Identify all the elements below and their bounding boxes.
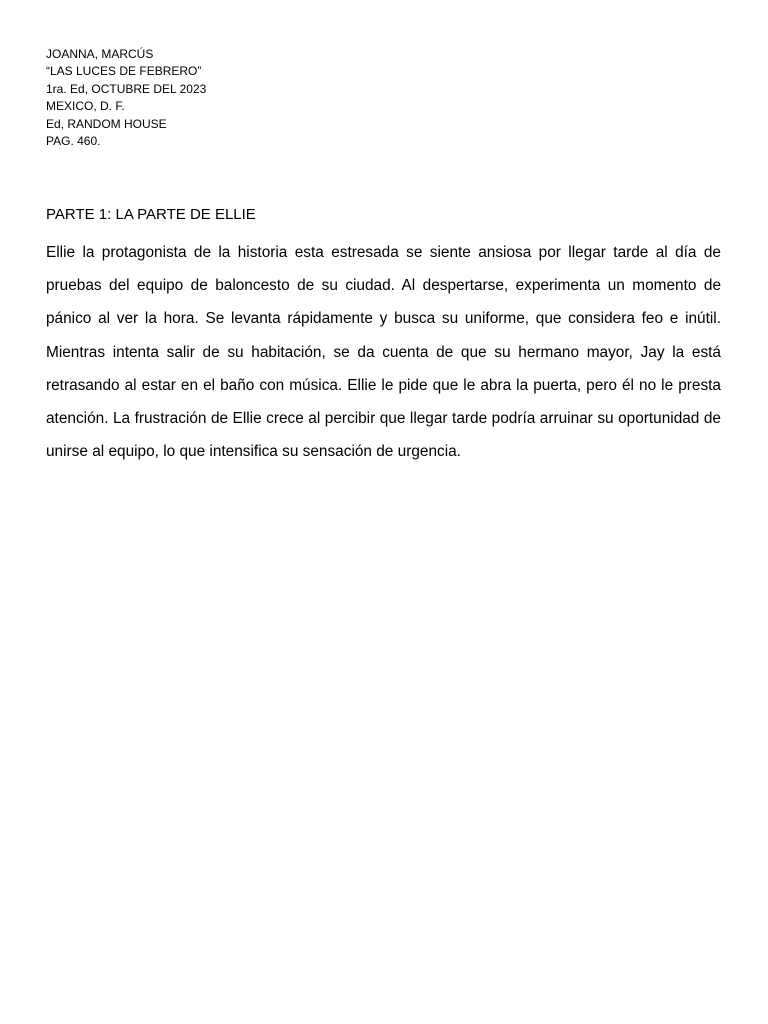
citation-publisher: Ed, RANDOM HOUSE bbox=[46, 116, 167, 131]
bibliographic-citation bbox=[46, 46, 446, 150]
citation-title: “LAS LUCES DE FEBRERO” bbox=[46, 64, 202, 79]
summary-paragraph: Ellie la protagonista de la historia esta estresada se siente ansiosa por llegar tarde al día de pruebas del equipo de baloncesto de su ciudad. Al despertarse, experimenta un momento de pánico al ver la hora. Se levanta rápidamente y busca su uniforme, que considera feo e inútil. Mientras intenta salir de su habitación, se da cuenta de que su hermano mayor, Jay la está retrasando al estar en el baño con música. Ellie le pide que le abra la puerta, pero él no le presta atención. La frustración de Ellie crece al percibir que llegar tarde podría arruinar su oportunidad de unirse al equipo, lo que intensifica su sensación de urgencia. bbox=[46, 244, 721, 461]
citation-author: JOANNA, MARCÚS bbox=[46, 47, 154, 61]
citation-pages: PAG. 460. bbox=[46, 134, 101, 149]
citation-edition: 1ra. Ed, OCTUBRE DEL 2023 bbox=[46, 81, 207, 96]
section-heading: PARTE 1: LA PARTE DE ELLIE bbox=[46, 206, 256, 223]
citation-place: MEXICO, D. F. bbox=[46, 99, 125, 114]
